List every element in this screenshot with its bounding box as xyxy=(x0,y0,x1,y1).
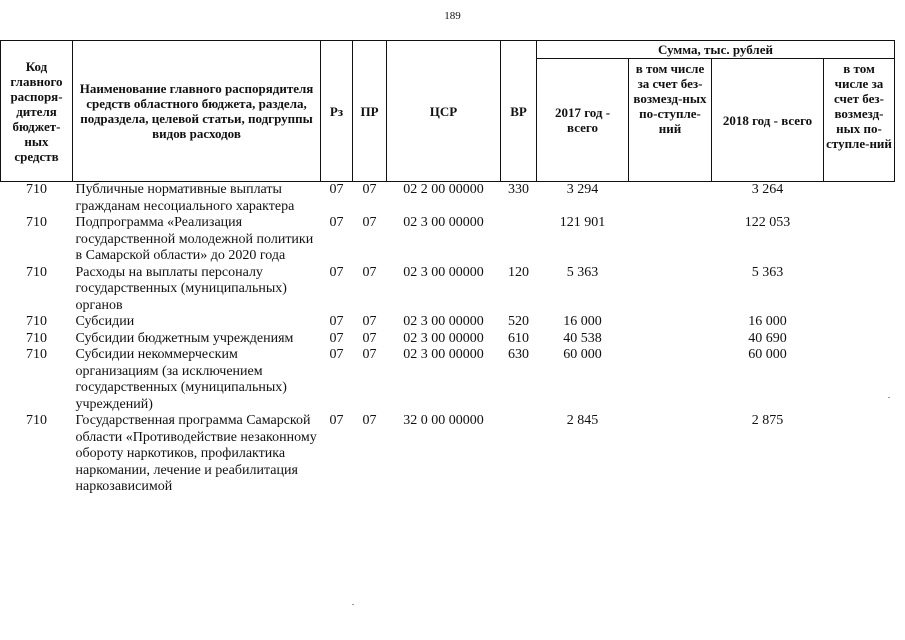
budget-table xyxy=(0,40,895,496)
table-row xyxy=(1,347,895,413)
row-rz: 07 xyxy=(329,330,344,346)
header-total-2017: 2017 год - всего xyxy=(537,59,629,182)
row-vr: 120 xyxy=(508,264,529,280)
row-code: 710 xyxy=(26,347,47,362)
row-total-2018: 40 690 xyxy=(748,330,787,346)
row-name: Государственная программа Самарской области «Противодействие незаконному обороту наркотиков, профилактика наркомании, лечение и реабилитация наркозависимой xyxy=(75,413,317,494)
row-rz: 07 xyxy=(329,413,344,428)
table-body xyxy=(1,182,895,496)
row-gratuitous-2017 xyxy=(629,265,712,315)
header-total-2018: 2018 год - всего xyxy=(712,59,824,182)
row-vr: 330 xyxy=(508,182,529,197)
row-pr: 07 xyxy=(362,182,377,197)
row-pr: 07 xyxy=(362,264,377,280)
row-gratuitous-2018 xyxy=(824,265,895,315)
table-row xyxy=(1,182,895,216)
row-name: Субсидии бюджетным учреждениям xyxy=(75,330,294,346)
row-gratuitous-2017 xyxy=(629,347,712,413)
row-gratuitous-2018 xyxy=(824,215,895,265)
row-total-2017: 5 363 xyxy=(566,264,599,280)
row-gratuitous-2017 xyxy=(629,314,712,331)
row-code: 710 xyxy=(26,264,47,280)
scan-speck xyxy=(352,604,354,605)
row-total-2018: 60 000 xyxy=(748,347,787,362)
row-gratuitous-2017 xyxy=(629,331,712,348)
header-code: Код главного распоря-дителя бюджет-ных средств xyxy=(1,41,73,182)
row-name: Субсидии некоммерческим организациям (за исключением государственных (муниципальных) учреждений) xyxy=(75,347,287,412)
row-total-2017: 60 000 xyxy=(563,347,602,362)
row-csr: 02 2 00 00000 xyxy=(403,182,484,197)
row-gratuitous-2017 xyxy=(629,215,712,265)
table-row xyxy=(1,314,895,331)
row-rz: 07 xyxy=(329,182,344,197)
row-vr: 520 xyxy=(508,314,529,329)
row-pr: 07 xyxy=(362,215,377,230)
row-gratuitous-2018 xyxy=(824,331,895,348)
row-pr: 07 xyxy=(362,413,377,428)
row-vr xyxy=(501,215,537,265)
row-gratuitous-2018 xyxy=(824,413,895,496)
row-total-2018: 5 363 xyxy=(751,264,784,280)
row-csr: 02 3 00 00000 xyxy=(403,347,484,362)
table-header xyxy=(1,41,895,182)
row-gratuitous-2017 xyxy=(629,182,712,216)
row-gratuitous-2018 xyxy=(824,182,895,216)
page-number: 189 xyxy=(444,10,461,22)
row-code: 710 xyxy=(26,314,47,329)
row-pr: 07 xyxy=(362,314,377,329)
row-code: 710 xyxy=(26,330,47,346)
row-gratuitous-2018 xyxy=(824,347,895,413)
table-row xyxy=(1,265,895,315)
row-vr: 630 xyxy=(508,347,529,362)
row-total-2018: 122 053 xyxy=(744,215,791,230)
row-name: Подпрограмма «Реализация государственной молодежной политики в Самарской области» до 2020 года xyxy=(75,215,314,263)
row-rz: 07 xyxy=(329,314,344,329)
row-csr: 32 0 00 00000 xyxy=(403,413,484,428)
row-total-2017: 2 845 xyxy=(566,413,599,428)
row-csr: 02 3 00 00000 xyxy=(403,215,484,230)
row-code: 710 xyxy=(26,182,47,197)
row-name: Публичные нормативные выплаты гражданам несоциального характера xyxy=(75,182,295,214)
row-rz: 07 xyxy=(329,215,344,230)
row-total-2017: 121 901 xyxy=(559,215,606,230)
row-rz: 07 xyxy=(329,264,344,280)
row-gratuitous-2018 xyxy=(824,314,895,331)
row-total-2018: 3 264 xyxy=(751,182,784,197)
row-total-2017: 3 294 xyxy=(566,182,599,197)
row-rz: 07 xyxy=(329,347,344,362)
row-csr: 02 3 00 00000 xyxy=(403,264,484,280)
header-csr: ЦСР xyxy=(387,41,501,182)
row-vr: 610 xyxy=(508,330,529,346)
row-pr: 07 xyxy=(362,347,377,362)
row-csr: 02 3 00 00000 xyxy=(403,330,484,346)
header-gratuitous-2018: в том числе за счет без-возмезд-ных по-ступле-ний xyxy=(824,59,895,182)
row-vr xyxy=(501,413,537,496)
table-row xyxy=(1,215,895,265)
header-gratuitous-2017: в том числе за счет без-возмезд-ных по-ступле-ний xyxy=(629,59,712,182)
header-sum: Сумма, тыс. рублей xyxy=(537,41,895,59)
row-total-2018: 16 000 xyxy=(748,314,787,329)
row-name: Субсидии xyxy=(75,314,135,329)
table-row xyxy=(1,413,895,496)
header-vr: ВР xyxy=(501,41,537,182)
row-total-2018: 2 875 xyxy=(751,413,784,428)
table-row xyxy=(1,331,895,348)
row-csr: 02 3 00 00000 xyxy=(403,314,484,329)
header-name: Наименование главного распорядителя средств областного бюджета, раздела, подраздела, целевой статьи, подгруппы видов расходов xyxy=(73,41,321,182)
header-pr: ПР xyxy=(353,41,387,182)
row-name: Расходы на выплаты персоналу государственных (муниципальных) органов xyxy=(75,264,287,313)
row-pr: 07 xyxy=(362,330,377,346)
row-code: 710 xyxy=(26,413,47,428)
row-total-2017: 40 538 xyxy=(563,330,602,346)
row-total-2017: 16 000 xyxy=(563,314,602,329)
header-rz: Рз xyxy=(321,41,353,182)
row-code: 710 xyxy=(26,215,47,230)
scan-speck xyxy=(888,397,890,398)
row-gratuitous-2017 xyxy=(629,413,712,496)
